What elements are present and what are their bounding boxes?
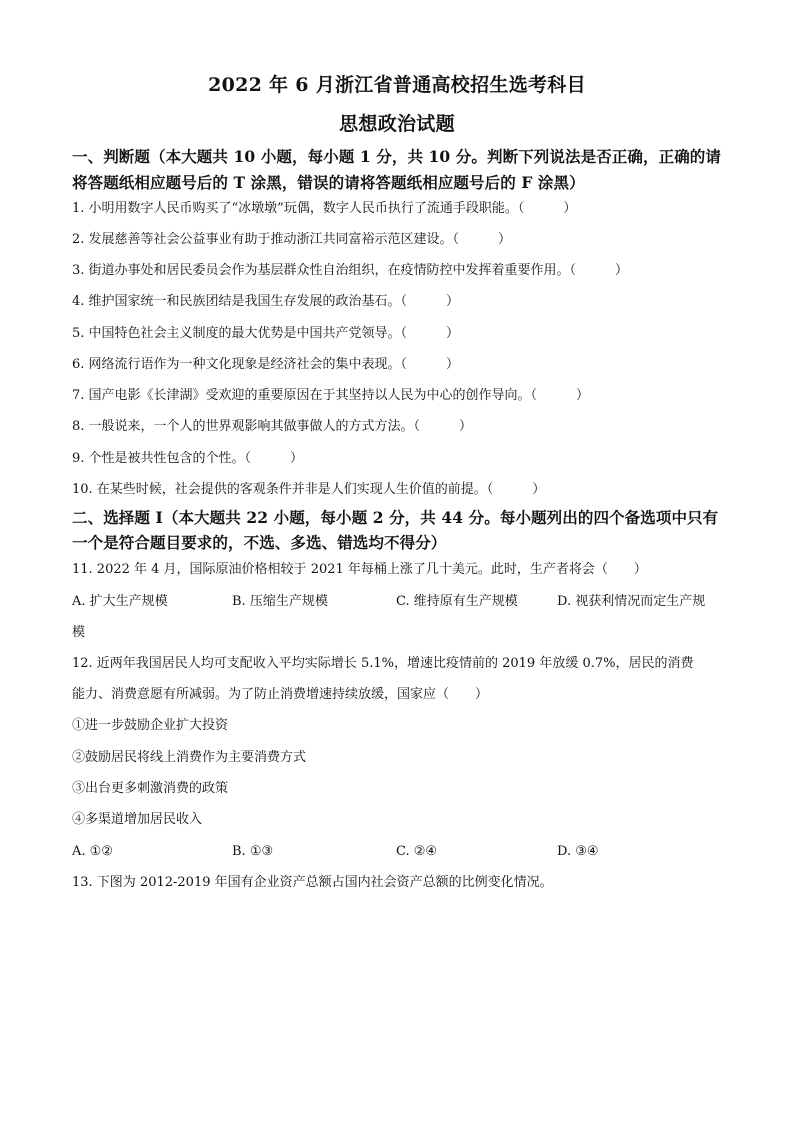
q12-statement-2: ②鼓励居民将线上消费作为主要消费方式 — [72, 750, 307, 765]
question-8: 8. 一般说来，一个人的世界观影响其做事做人的方式方法。（ ） — [72, 419, 473, 434]
section1-heading-line1: 一、判断题（本大题共 10 小题，每小题 1 分，共 10 分。判断下列说法是否正确，正确的请 — [72, 147, 722, 166]
q12-option-a: A. ①② — [72, 844, 113, 859]
q12-option-d: D. ③④ — [557, 844, 599, 859]
question-6: 6. 网络流行语作为一种文化现象是经济社会的集中表现。（ ） — [72, 357, 460, 372]
section1-heading-line2: 将答题纸相应题号后的 T 涂黑，错误的请将答题纸相应题号后的 F 涂黑） — [72, 173, 585, 192]
q12-statement-1: ①进一步鼓励企业扩大投资 — [72, 718, 229, 733]
q11-option-a: A. 扩大生产规模 — [72, 594, 168, 609]
question-1: 1. 小明用数字人民币购买了“冰墩墩”玩偶，数字人民币执行了流通手段职能。（ ） — [72, 201, 577, 216]
q11-option-d-continued: 模 — [72, 625, 86, 640]
question-2: 2. 发展慈善等社会公益事业有助于推动浙江共同富裕示范区建设。（ ） — [72, 232, 512, 247]
question-11-stem: 11. 2022 年 4 月，国际原油价格相较于 2021 年每桶上涨了几十美元。此时，生产者将会（ ） — [72, 562, 647, 577]
question-10: 10. 在某些时候，社会提供的客观条件并非是人们实现人生价值的前提。（ ） — [72, 482, 546, 497]
q12-statement-4: ④多渠道增加居民收入 — [72, 812, 203, 827]
exam-title: 2022 年 6 月浙江省普通高校招生选考科目 — [208, 74, 586, 96]
q12-statement-3: ③出台更多刺激消费的政策 — [72, 781, 229, 796]
question-4: 4. 维护国家统一和民族团结是我国生存发展的政治基石。（ ） — [72, 294, 460, 309]
question-5: 5. 中国特色社会主义制度的最大优势是中国共产党领导。（ ） — [72, 326, 460, 341]
q12-option-c: C. ②④ — [396, 844, 438, 859]
section2-heading-line2: 一个是符合题目要求的，不选、多选、错选均不得分） — [72, 533, 447, 552]
question-9: 9. 个性是被共性包含的个性。（ ） — [72, 451, 304, 466]
exam-subject-title: 思想政治试题 — [339, 113, 455, 135]
q11-option-b: B. 压缩生产规模 — [232, 594, 328, 609]
question-7: 7. 国产电影《长津湖》受欢迎的重要原因在于其坚持以人民为中心的创作导向。（ ） — [72, 388, 590, 403]
q11-option-c: C. 维持原有生产规模 — [396, 594, 518, 609]
question-13-stem: 13. 下图为 2012-2019 年国有企业资产总额占国内社会资产总额的比例变化情况。 — [72, 875, 553, 890]
q11-option-d: D. 视获利情况而定生产规 — [557, 594, 706, 609]
question-3: 3. 街道办事处和居民委员会作为基层群众性自治组织，在疫情防控中发挥着重要作用。（ ） — [72, 263, 629, 278]
question-12-stem-line1: 12. 近两年我国居民人均可支配收入平均实际增长 5.1%，增速比疫情前的 2019 年放缓 0.7%，居民的消费 — [72, 656, 694, 671]
section2-heading-line1: 二、选择题 I（本大题共 22 小题，每小题 2 分，共 44 分。每小题列出的四个备选项中只有 — [72, 508, 719, 527]
q12-option-b: B. ①③ — [232, 844, 274, 859]
question-12-stem-line2: 能力、消费意愿有所减弱。为了防止消费增速持续放缓，国家应（ ） — [72, 687, 489, 702]
